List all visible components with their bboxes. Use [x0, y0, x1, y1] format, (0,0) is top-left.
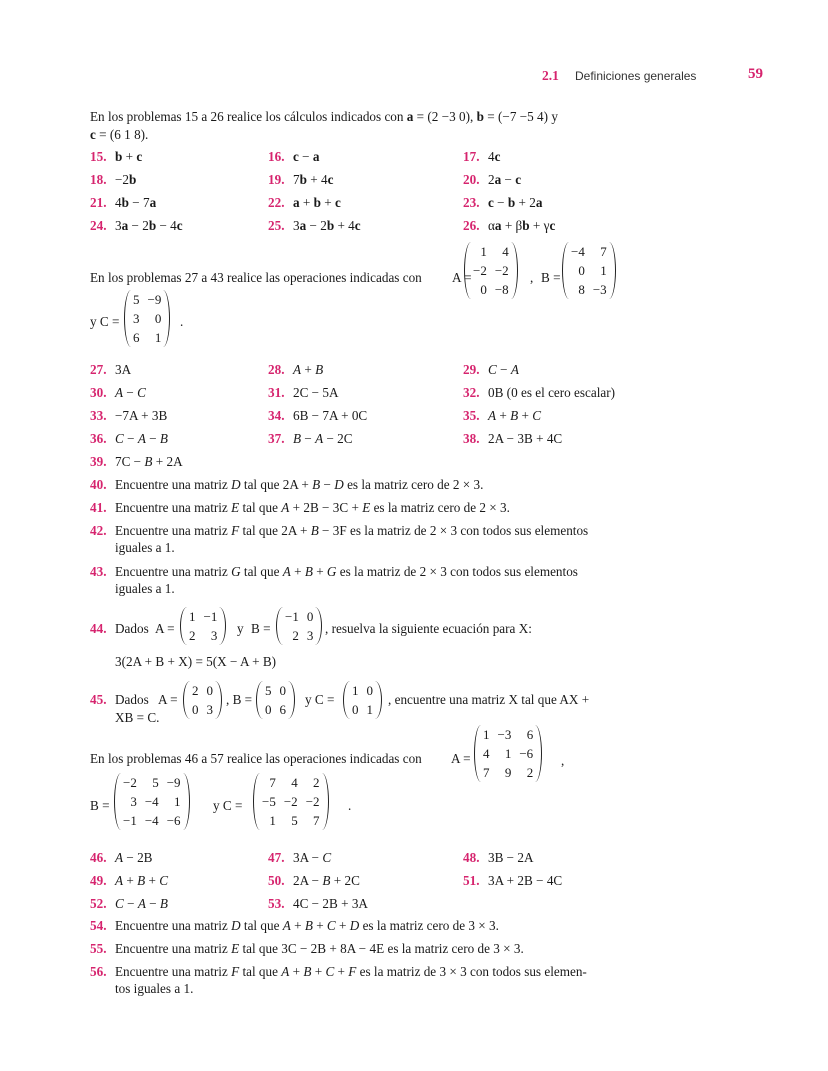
matrix-entry: 6 [133, 330, 140, 345]
p45-matrix-c [343, 681, 382, 719]
problem-expression: 2C − 5A [293, 385, 339, 400]
problem-expression: A + B + C [115, 873, 168, 888]
matrix-entry: 8 [578, 282, 585, 297]
problem-text: Encuentre una matriz F tal que 2A + B − 3F es la matriz de 2 × 3 con todos sus elementos [115, 523, 589, 538]
p44-pre: Dados [115, 621, 149, 636]
problem-text: Encuentre una matriz F tal que A + B + C + F es la matriz de 3 × 3 con todos sus elemen- [115, 964, 587, 979]
p44-matrix-b [276, 607, 322, 645]
matrix-entry: 5 [152, 775, 159, 790]
matrix-entry: 7 [600, 244, 607, 259]
matrix-b-label: B = [90, 798, 110, 813]
problem-expression: −2b [115, 172, 137, 187]
matrix-entry: −6 [166, 813, 181, 828]
matrix-entry: 0 [352, 702, 359, 717]
matrix-entry: 7 [313, 813, 320, 828]
problem-number: 38. [463, 431, 480, 446]
matrix-entry: 1 [480, 244, 487, 259]
problem-expression: 3a − 2b + 4c [293, 218, 361, 233]
matrix-entry: 1 [483, 727, 490, 742]
intro-problems-46-57: En los problemas 46 a 57 realice las operaciones indicadas con [90, 751, 422, 766]
comma: , [561, 753, 565, 768]
matrix-entry: 4 [291, 775, 298, 790]
section-title: Definiciones generales [575, 69, 697, 83]
problem-number: 48. [463, 850, 480, 865]
matrix-entry: 5 [291, 813, 298, 828]
section-number: 2.1 [542, 68, 559, 83]
matrix-entry: −9 [166, 775, 181, 790]
matrix-c-label: y C = [213, 798, 243, 813]
matrix-entry: 1 [600, 263, 607, 278]
vector-c-value: (6 1 8). [109, 127, 149, 142]
problem-expression: 3a − 2b − 4c [115, 218, 183, 233]
problem-text-continued: iguales a 1. [115, 581, 175, 596]
problem-number: 37. [268, 431, 285, 446]
problem-number: 30. [90, 385, 107, 400]
matrix-a-label: A = [451, 751, 471, 766]
matrix-c [124, 290, 170, 347]
problem-number: 16. [268, 149, 285, 164]
problem-expression: αa + βb + γc [488, 218, 556, 233]
problem-number: 39. [90, 454, 107, 469]
problem-expression: C − A [488, 362, 519, 377]
problem-number: 32. [463, 385, 480, 400]
problem-number: 29. [463, 362, 480, 377]
matrix-entry: −1 [285, 609, 299, 624]
problem-expression: b + c [115, 149, 143, 164]
matrix-entry: 3 [133, 311, 140, 326]
matrix-c3 [253, 773, 329, 830]
problem-text: Encuentre una matriz G tal que A + B + G es la matriz de 2 × 3 con todos sus elementos [115, 564, 578, 579]
matrix-entry: 7 [269, 775, 276, 790]
problem-text: Encuentre una matriz D tal que A + B + C + D es la matriz cero de 3 × 3. [115, 918, 499, 933]
problem-number: 53. [268, 896, 285, 911]
matrix-entry: −2 [283, 794, 298, 809]
problem-number: 44. [90, 621, 107, 636]
left-paren [276, 607, 283, 645]
matrix-b-label: B = [541, 270, 561, 285]
problem-expression: 3A + 2B − 4C [488, 873, 563, 888]
matrix-entry: 1 [174, 794, 181, 809]
problem-number: 47. [268, 850, 285, 865]
matrix-entry: 3 [210, 628, 218, 643]
matrix-a-label: A = [452, 270, 472, 285]
problem-expression: 6B − 7A + 0C [293, 408, 368, 423]
problem-number: 15. [90, 149, 107, 164]
problem-number: 45. [90, 692, 107, 707]
matrix-a3 [474, 725, 542, 782]
problem-number: 18. [90, 172, 107, 187]
problem-number: 33. [90, 408, 107, 423]
matrix-entry: 2 [526, 765, 534, 780]
matrix-entry: 2 [313, 775, 320, 790]
left-paren [562, 242, 569, 299]
problem-expression: B − A − 2C [293, 431, 353, 446]
problem-number: 25. [268, 218, 285, 233]
matrix-entry: 6 [279, 702, 286, 717]
problem-number: 50. [268, 873, 285, 888]
matrix-entry: 0 [192, 702, 199, 717]
p44-equation: 3(2A + B + X) = 5(X − A + B) [115, 654, 277, 669]
matrix-entry: 0 [578, 263, 585, 278]
problem-text: Encuentre una matriz E tal que 3C − 2B + 8A − 4E es la matriz cero de 3 × 3. [115, 941, 524, 956]
matrix-entry: −2 [473, 263, 487, 278]
p45-b-label: , B = [226, 692, 253, 707]
problem-expression: c − a [293, 149, 320, 164]
matrix-entry: 1 [504, 746, 512, 761]
p44-matrix-a [180, 607, 226, 645]
matrix-entry: 0 [154, 311, 162, 326]
vector-b-value: (−7 −5 4) y [497, 109, 558, 124]
period: . [180, 314, 184, 329]
problem-number: 54. [90, 918, 107, 933]
matrix-entry: −1 [123, 813, 137, 828]
left-paren [180, 607, 187, 645]
matrix-entry: 1 [269, 813, 276, 828]
left-paren [253, 773, 260, 830]
vector-a-value: (2 −3 0), [427, 109, 474, 124]
problem-text-continued: tos iguales a 1. [115, 981, 194, 996]
matrix-entry: 3 [206, 702, 213, 717]
p44-a-label: A = [155, 621, 175, 636]
problem-number: 35. [463, 408, 480, 423]
problem-expression: 3A − C [293, 850, 332, 865]
problem-expression: C − A − B [115, 896, 168, 911]
matrix-entry: −4 [144, 813, 159, 828]
matrix-entry: −8 [494, 282, 509, 297]
p45-cont: XB = C. [115, 710, 160, 725]
matrix-entry: −2 [123, 775, 137, 790]
problem-number: 23. [463, 195, 480, 210]
problem-number: 36. [90, 431, 107, 446]
problem-number: 43. [90, 564, 107, 579]
problem-number: 24. [90, 218, 107, 233]
matrix-entry: 2 [292, 628, 299, 643]
problem-number: 31. [268, 385, 285, 400]
intro-problems-27-43: En los problemas 27 a 43 realice las operaciones indicadas con [90, 270, 422, 285]
matrix-entry: 0 [366, 683, 373, 698]
intro-text: En los problemas 15 a 26 realice los cálculos indicados con [90, 109, 404, 124]
problem-expression: 2A − B + 2C [293, 873, 360, 888]
matrix-entry: 5 [133, 292, 140, 307]
problem-expression: A + B + C [488, 408, 541, 423]
left-paren [256, 681, 263, 719]
matrix-entry: 1 [352, 683, 359, 698]
problem-expression: 7b + 4c [293, 172, 334, 187]
matrix-entry: 1 [154, 330, 162, 345]
problem-expression: C − A − B [115, 431, 168, 446]
matrix-entry: −1 [203, 609, 218, 624]
period: . [348, 798, 352, 813]
problem-expression: 4C − 2B + 3A [293, 896, 368, 911]
problem-expression: 4c [488, 149, 501, 164]
problem-expression: a + b + c [293, 195, 341, 210]
matrix-entry: 0 [265, 702, 272, 717]
problem-expression: A + B [293, 362, 324, 377]
matrix-entry: 1 [366, 702, 373, 717]
matrix-entry: −5 [262, 794, 276, 809]
matrix-entry: 3 [130, 794, 137, 809]
matrix-b3 [114, 773, 190, 830]
p44-b-label: B = [251, 621, 271, 636]
left-paren [114, 773, 121, 830]
matrix-c-label: y C = [90, 314, 120, 329]
matrix-entry: 5 [265, 683, 272, 698]
problem-expression: 7C − B + 2A [115, 454, 183, 469]
matrix-entry: −6 [519, 746, 534, 761]
matrix-entry: −4 [571, 244, 585, 259]
problem-expression: 2a − c [488, 172, 522, 187]
matrix-entry: −3 [592, 282, 607, 297]
matrix-entry: 7 [483, 765, 490, 780]
matrix-entry: 6 [526, 727, 534, 742]
problem-number: 40. [90, 477, 107, 492]
matrix-entry: 0 [206, 683, 213, 698]
matrix-b [562, 242, 616, 299]
problem-number: 19. [268, 172, 285, 187]
problem-number: 51. [463, 873, 480, 888]
left-paren [183, 681, 190, 719]
problem-number: 41. [90, 500, 107, 515]
matrix-entry: 2 [189, 628, 196, 643]
matrix-entry: −2 [305, 794, 320, 809]
p45-a-label: A = [158, 692, 178, 707]
left-paren [124, 290, 131, 347]
matrix-entry: 0 [306, 609, 314, 624]
intro-line-2: c = (6 1 8). [90, 127, 149, 142]
problem-expression: A − C [115, 385, 146, 400]
problem-number: 49. [90, 873, 107, 888]
p45-c-label: y C = [305, 692, 335, 707]
problem-number: 21. [90, 195, 107, 210]
matrix-entry: 4 [502, 244, 509, 259]
problem-number: 27. [90, 362, 107, 377]
problem-expression: 3B − 2A [488, 850, 534, 865]
intro-problems-15-26: En los problemas 15 a 26 realice los cálculos indicados con a = (2 −3 0), b = (−7 −5 4) y [90, 109, 558, 124]
problem-expression: 3A [115, 362, 132, 377]
problem-expression: A − 2B [115, 850, 153, 865]
problem-number: 28. [268, 362, 285, 377]
matrix-entry: 0 [480, 282, 487, 297]
p45-matrix-a [183, 681, 222, 719]
matrix-entry: 3 [306, 628, 314, 643]
problem-text-continued: iguales a 1. [115, 540, 175, 555]
problem-text: Encuentre una matriz D tal que 2A + B − D es la matriz cero de 2 × 3. [115, 477, 484, 492]
problem-number: 26. [463, 218, 480, 233]
problem-number: 34. [268, 408, 285, 423]
matrix-entry: −2 [494, 263, 509, 278]
matrix-entry: 1 [189, 609, 196, 624]
comma: , [530, 270, 534, 285]
p45-pre: Dados [115, 692, 149, 707]
problem-expression: 0B (0 es el cero escalar) [488, 385, 616, 400]
p45-matrix-b [256, 681, 295, 719]
problem-expression: −7A + 3B [115, 408, 168, 423]
problem-expression: 4b − 7a [115, 195, 157, 210]
left-paren [343, 681, 350, 719]
problem-number: 17. [463, 149, 480, 164]
problem-number: 56. [90, 964, 107, 979]
matrix-entry: 4 [483, 746, 490, 761]
matrix-entry: −3 [497, 727, 512, 742]
left-paren [474, 725, 481, 782]
problem-expression: 2A − 3B + 4C [488, 431, 563, 446]
problem-number: 22. [268, 195, 285, 210]
p44-mid: y [237, 621, 244, 636]
problem-text: Encuentre una matriz E tal que A + 2B − 3C + E es la matriz cero de 2 × 3. [115, 500, 510, 515]
problem-number: 46. [90, 850, 107, 865]
matrix-entry: −4 [144, 794, 159, 809]
problem-number: 55. [90, 941, 107, 956]
page-number: 59 [748, 66, 763, 82]
problem-number: 42. [90, 523, 107, 538]
matrix-entry: 0 [279, 683, 286, 698]
matrix-entry: 9 [504, 765, 512, 780]
matrix-entry: −9 [147, 292, 162, 307]
p45-post: , encuentre una matriz X tal que AX + [388, 692, 590, 707]
problem-number: 20. [463, 172, 480, 187]
problem-expression: c − b + 2a [488, 195, 543, 210]
problem-number: 52. [90, 896, 107, 911]
matrix-entry: 2 [192, 683, 199, 698]
matrix-a [464, 242, 518, 299]
p44-post: , resuelva la siguiente ecuación para X: [325, 621, 532, 636]
left-paren [464, 242, 471, 299]
